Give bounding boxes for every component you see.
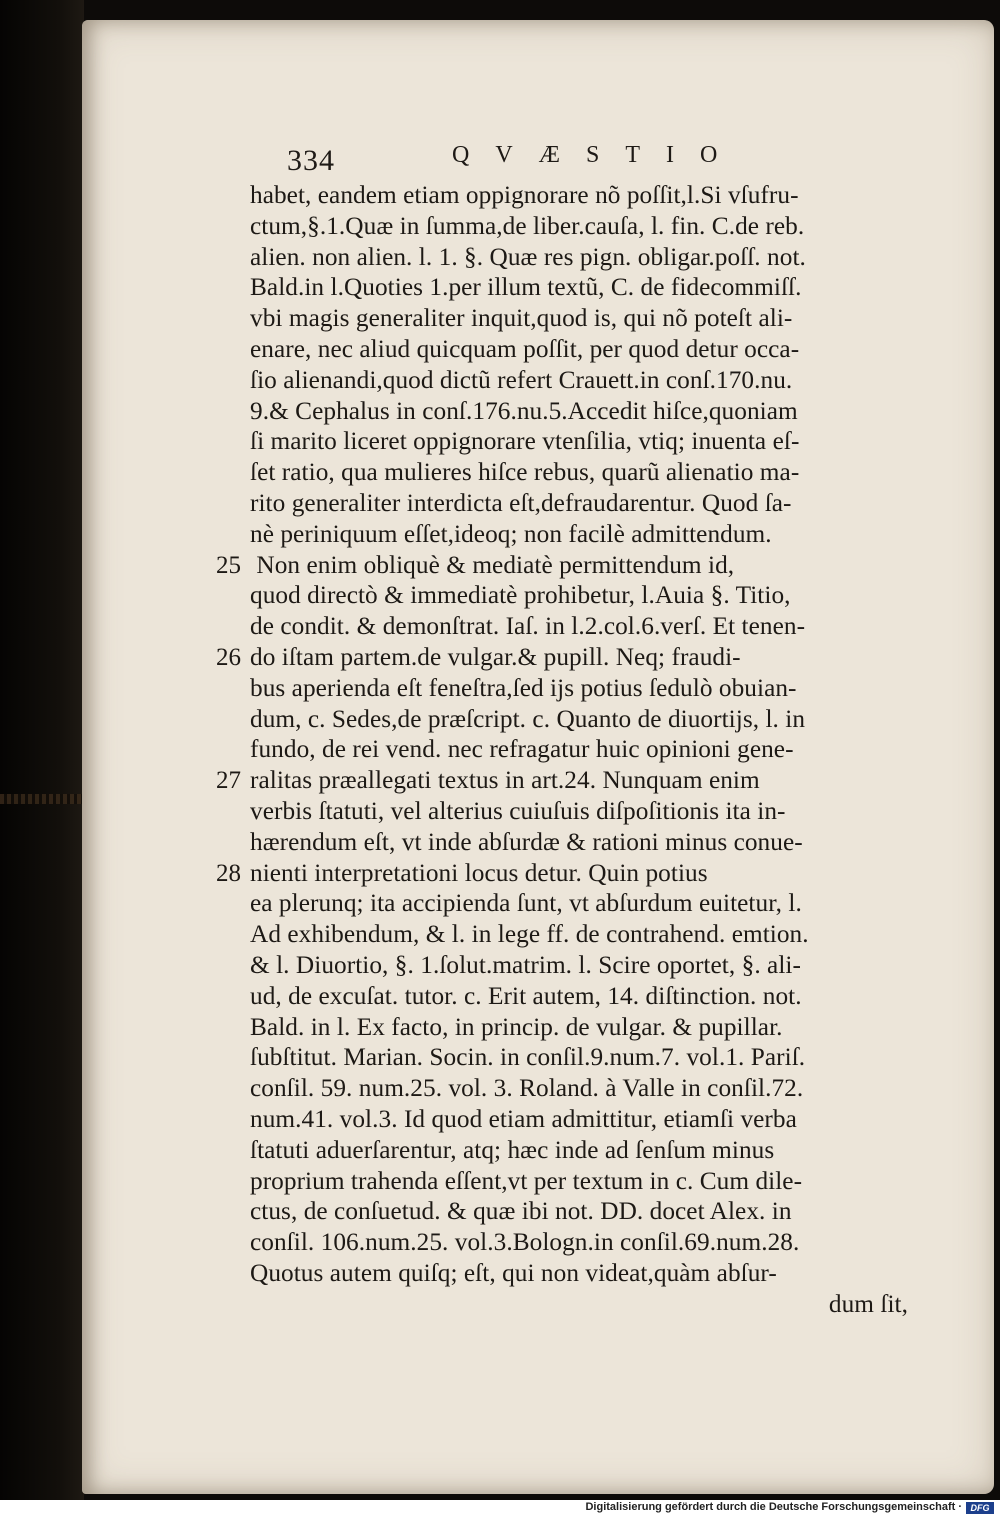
- text-line: 25 Non enim obliquè & mediatè permittendum id,: [250, 550, 990, 581]
- margin-number: 26: [216, 643, 242, 671]
- text-line: 26 do iſtam partem.de vulgar.& pupill. Neq; fraudi-: [250, 642, 990, 673]
- text-line: alien. non alien. l. 1. §. Quæ res pign. obligar.poſſ. not.: [250, 242, 806, 271]
- text-line: Ad exhibendum, & l. in lege ff. de contrahend. emtion.: [250, 920, 809, 949]
- text-line: fundo, de rei vend. nec refragatur huic opinioni gene-: [250, 735, 794, 764]
- footer-bar: [0, 1500, 1000, 1516]
- footer-funding-note: Digitalisierung gefördert durch die Deutsche Forschungsgemeinschaft ·: [585, 1501, 962, 1513]
- book-page: [82, 20, 994, 1494]
- dfg-logo-icon: DFG: [966, 1502, 994, 1514]
- text-line: vbi magis generaliter inquit,quod is, qui nõ poteſt ali-: [250, 304, 793, 333]
- page-header: [287, 138, 847, 178]
- text-line: 27 ralitas præallegati textus in art.24. Nunquam enim: [250, 765, 990, 796]
- text-line: ſet ratio, qua mulieres hiſce rebus, quarũ alienatio ma-: [250, 458, 800, 487]
- text-line: conſil. 106.num.25. vol.3.Bologn.in conſil.69.num.28.: [250, 1228, 800, 1257]
- text-line: dum, c. Sedes,de præſcript. c. Quanto de diuortijs, l. in: [250, 704, 806, 733]
- text-line: Bald.in l.Quoties 1.per illum textũ, C. de fidecommiſſ.: [250, 273, 802, 302]
- text-line: 28 nienti interpretationi locus detur. Quin potius: [250, 858, 990, 889]
- text-line: & l. Diuortio, §. 1.ſolut.matrim. l. Scire oportet, §. ali-: [250, 950, 801, 979]
- book-binding-edge: [0, 0, 84, 1500]
- text-line: hærendum eſt, vt inde abſurdæ & rationi minus conue-: [250, 827, 803, 856]
- text-line: ſio alienandi,quod dictũ refert Crauett.in conſ.170.nu.: [250, 365, 793, 394]
- text-line: 9.& Cephalus in conſ.176.nu.5.Accedit hiſce,quoniam: [250, 396, 798, 425]
- text-line: ſtatuti aduerſarentur, atq; hæc inde ad ſenſum minus: [250, 1135, 775, 1164]
- text-line: de condit. & demonſtrat. Iaſ. in l.2.col.6.verſ. Et tenen-: [250, 612, 806, 641]
- text-line: ctus, de conſuetud. & quæ ibi not. DD. docet Alex. in: [250, 1197, 792, 1226]
- text-line: rito generaliter interdicta eſt,defraudarentur. Quod ſa-: [250, 488, 792, 517]
- text-line: ea plerunq; ita accipienda ſunt, vt abſurdum euitetur, l.: [250, 889, 802, 918]
- page-number: 334: [287, 144, 335, 177]
- text-line: proprium trahenda eſſent,vt per textum in c. Cum dile-: [250, 1166, 803, 1195]
- text-line: conſil. 59. num.25. vol. 3. Roland. à Valle in conſil.72.: [250, 1074, 804, 1103]
- text-line: enare, nec aliud quicquam poſſit, per quod detur occa-: [250, 334, 800, 363]
- text-line: Quotus autem quiſq; eſt, qui non videat,quàm abſur-: [250, 1258, 777, 1287]
- text-line: ud, de excuſat. tutor. c. Erit autem, 14. diſtinction. not.: [250, 981, 802, 1010]
- margin-number: 28: [216, 859, 242, 887]
- text-line: bus aperienda eſt feneſtra,ſed ijs potius ſedulò obuian-: [250, 673, 797, 702]
- text-line: ctum,§.1.Quæ in ſumma,de liber.cauſa, l. fin. C.de reb.: [250, 211, 805, 240]
- body-text: [216, 180, 990, 1319]
- text-line: quod directò & immediatè prohibetur, l.Auia §. Titio,: [250, 581, 791, 610]
- catchword: dum ſit,: [828, 1289, 908, 1318]
- text-line: Bald. in l. Ex facto, in princip. de vulgar. & pupillar.: [250, 1012, 783, 1041]
- running-head: QVÆSTIO: [452, 142, 744, 168]
- text-line: ſubſtitut. Marian. Socin. in conſil.9.num.7. vol.1. Pariſ.: [250, 1043, 806, 1072]
- text-line: nè periniquum eſſet,ideoq; non facilè admittendum.: [250, 519, 772, 548]
- text-line: habet, eandem etiam oppignorare nõ poſſit,l.Si vſufru-: [250, 181, 799, 209]
- text-line: verbis ſtatuti, vel alterius cuiuſuis diſpoſitionis ita in-: [250, 796, 786, 825]
- text-line: ſi marito liceret oppignorare vtenſilia, vtiq; inuenta eſ-: [250, 427, 800, 456]
- text-line: num.41. vol.3. Id quod etiam admittitur, etiamſi verba: [250, 1104, 797, 1133]
- margin-number: 25: [216, 551, 242, 579]
- binding-ornament: [0, 794, 82, 804]
- margin-number: 27: [216, 767, 242, 795]
